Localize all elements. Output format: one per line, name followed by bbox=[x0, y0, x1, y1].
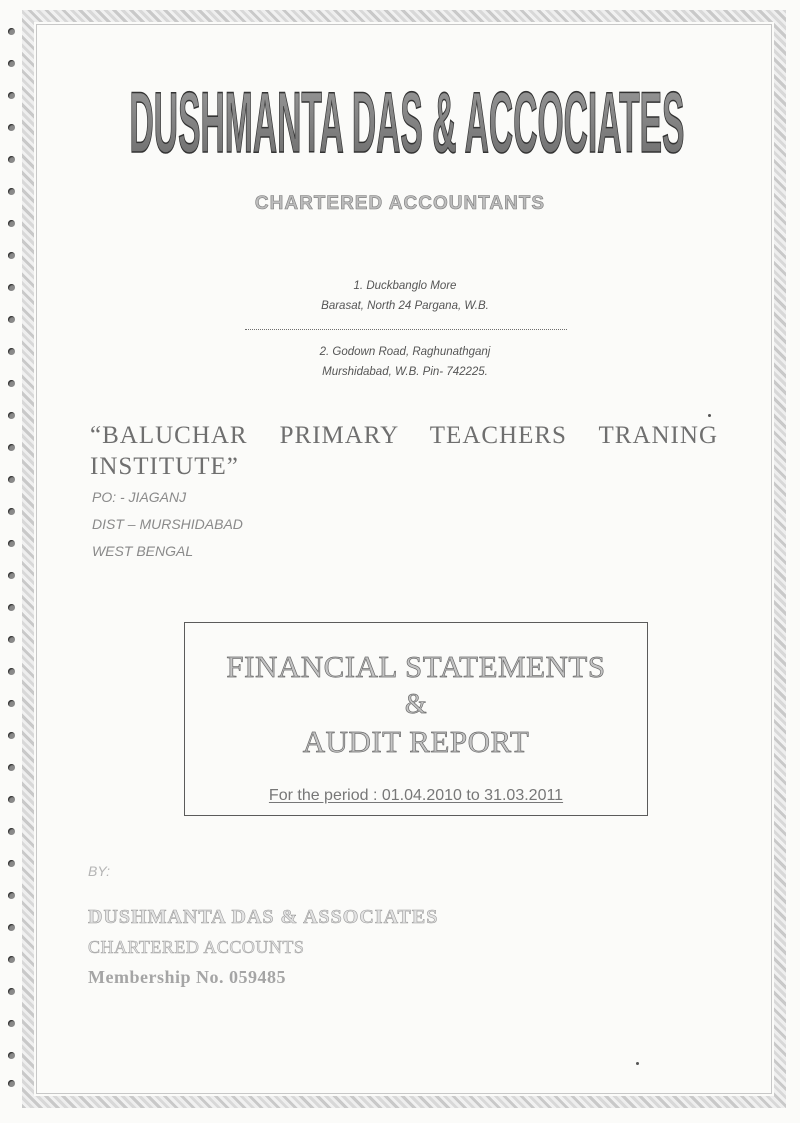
address-1-line-2: Barasat, North 24 Pargana, W.B. bbox=[321, 300, 489, 312]
signature-block bbox=[88, 902, 438, 992]
address-block-1 bbox=[240, 276, 570, 316]
report-title-line-1: FINANCIAL STATEMENTS bbox=[226, 649, 606, 684]
address-2-line-2: Murshidabad, W.B. Pin- 742225. bbox=[322, 366, 488, 378]
institute-state: WEST BENGAL bbox=[92, 543, 194, 559]
signature-title: CHARTERED ACCOUNTS bbox=[88, 937, 305, 957]
address-divider bbox=[245, 329, 567, 330]
institute-district: DIST – MURSHIDABAD bbox=[92, 516, 243, 532]
address-2-line-1: 2. Godown Road, Raghunathganj bbox=[319, 346, 491, 358]
report-title-box bbox=[184, 622, 648, 816]
scan-speck bbox=[636, 1062, 639, 1065]
institute-name: “BALUCHAR PRIMARY TEACHERS TRANING INSTITUTE” bbox=[90, 422, 718, 480]
signature-firm: DUSHMANTA DAS & ASSOCIATES bbox=[88, 906, 439, 928]
binding-holes bbox=[6, 20, 20, 1100]
address-1-line-1: 1. Duckbanglo More bbox=[353, 280, 457, 292]
firm-name-logo bbox=[125, 70, 690, 170]
scan-speck bbox=[708, 414, 711, 417]
address-block-2 bbox=[240, 342, 570, 382]
institute-address bbox=[92, 484, 243, 565]
report-title-line-2: AUDIT REPORT bbox=[302, 724, 530, 759]
firm-name-logo-text: DUSHMANTA DAS & ACCOCIATES bbox=[129, 75, 685, 170]
report-period: For the period : 01.04.2010 to 31.03.2011 bbox=[268, 787, 564, 804]
firm-tagline: CHARTERED ACCOUNTANTS bbox=[254, 193, 546, 214]
by-label: BY: bbox=[88, 863, 111, 879]
report-title-ampersand: & bbox=[404, 689, 428, 720]
membership-number: Membership No. 059485 bbox=[88, 967, 286, 987]
institute-po: PO: - JIAGANJ bbox=[92, 489, 187, 505]
